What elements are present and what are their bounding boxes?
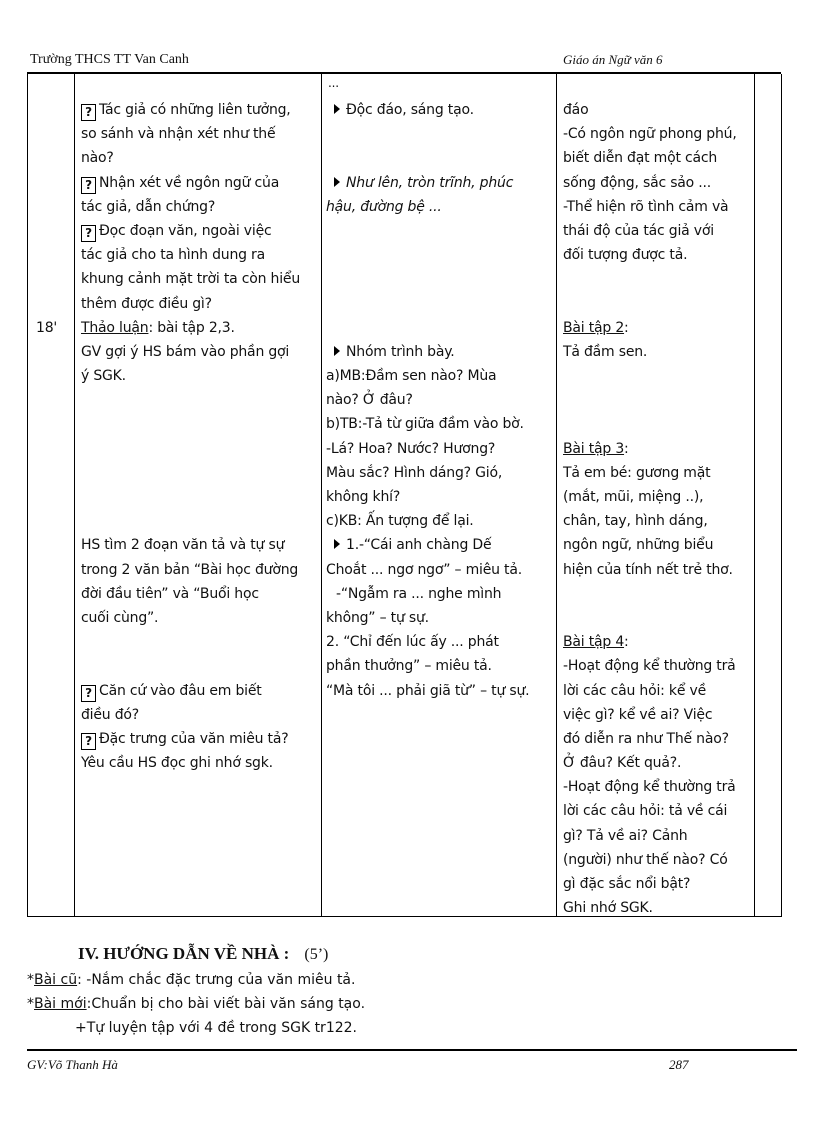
teacher-text: Đọc đoạn văn, ngoài việc [99, 222, 272, 239]
teacher-line [81, 316, 317, 340]
student-text: phần thưởng” – miêu tả. [326, 658, 492, 675]
content-line [563, 679, 753, 703]
arrow-bullet-icon [334, 177, 340, 187]
student-line [326, 437, 554, 461]
arrow-bullet-icon [334, 539, 340, 549]
content-line [563, 485, 753, 509]
teacher-text: Yêu cầu HS đọc ghi nhớ sgk. [81, 755, 273, 772]
table-divider-3 [556, 74, 557, 917]
student-line [326, 316, 554, 340]
content-line [563, 751, 753, 775]
student-text: không” – tự sự. [326, 609, 429, 626]
content-line [563, 558, 753, 582]
homework-time: (5’) [304, 946, 329, 963]
content-line [563, 533, 753, 557]
teacher-text: Tác giả có những liên tưởng, [99, 102, 291, 118]
arrow-bullet-icon [334, 346, 340, 356]
student-line [326, 146, 554, 170]
content-text: lời các câu hỏi: kể về [563, 682, 706, 699]
content-text: : [624, 634, 629, 651]
teacher-line [81, 146, 317, 170]
student-activity-column [326, 98, 554, 703]
content-line [563, 582, 753, 606]
teacher-line [81, 703, 317, 727]
table-divider-4 [754, 74, 755, 917]
content-text: hiện của tính nết trẻ thơ. [563, 561, 733, 578]
content-text: Ghi nhớ SGK. [563, 900, 653, 917]
content-text: đáo [563, 102, 589, 118]
student-text: nào? Ở đâu? [326, 392, 413, 409]
teacher-line [81, 437, 317, 461]
homework-new-lesson: *Bài mới:Chuẩn bị cho bài viết bài văn sáng tạo. [27, 996, 366, 1012]
content-line [563, 799, 753, 823]
student-text: 2. “Chỉ đến lúc ấy ... phát [326, 634, 499, 651]
content-line [563, 630, 753, 654]
student-line [326, 219, 554, 243]
homework-heading [78, 944, 328, 964]
content-line [563, 606, 753, 630]
teacher-line [81, 533, 317, 557]
content-text: (mắt, mũi, miệng ..), [563, 489, 704, 505]
student-text: Như lên, tròn trĩnh, phúc [346, 174, 514, 191]
content-line [563, 824, 753, 848]
header-school: Trường THCS TT Van Canh [30, 52, 189, 67]
header-rule [27, 72, 781, 74]
content-line [563, 219, 753, 243]
student-text: 1.-“Cái anh chàng Dế [346, 537, 492, 554]
content-line [563, 775, 753, 799]
teacher-line [81, 171, 317, 195]
content-line [563, 146, 753, 170]
table-divider-1 [74, 74, 75, 917]
student-text: Nhóm trình bày. [346, 343, 455, 360]
teacher-line [81, 292, 317, 316]
student-line [326, 606, 554, 630]
student-line [326, 412, 554, 436]
teacher-text: trong 2 văn bản “Bài học đường [81, 561, 299, 578]
teacher-line [81, 461, 317, 485]
content-line [563, 872, 753, 896]
table-border-right [781, 74, 782, 917]
content-line [563, 727, 753, 751]
content-text: -Hoạt động kể thường trả [563, 658, 736, 675]
footer-teacher: GV:Võ Thanh Hà [27, 1057, 118, 1072]
student-line [326, 267, 554, 291]
teacher-line [81, 243, 317, 267]
footer-rule [27, 1049, 797, 1051]
teacher-text: cuối cùng”. [81, 609, 159, 626]
teacher-line [81, 582, 317, 606]
student-text: không khí? [326, 489, 401, 505]
teacher-line [81, 485, 317, 509]
content-text: gì? Tả về ai? Cảnh [563, 827, 688, 844]
content-line [563, 412, 753, 436]
activity-time: 18' [36, 320, 58, 336]
question-icon: ? [81, 685, 96, 702]
teacher-line [81, 679, 317, 703]
content-line [563, 195, 753, 219]
teacher-line [81, 509, 317, 533]
teacher-text: tác giả, dẫn chứng? [81, 198, 216, 215]
header-subject: Giáo án Ngữ văn 6 [563, 52, 663, 67]
question-icon: ? [81, 104, 96, 121]
content-line [563, 509, 753, 533]
content-text: ngôn ngữ, những biểu [563, 537, 714, 554]
content-line [563, 316, 753, 340]
content-text: -Có ngôn ngữ phong phú, [563, 126, 737, 143]
teacher-line [81, 195, 317, 219]
content-line [563, 364, 753, 388]
teacher-text: đời đầu tiên” và “Buổi học [81, 585, 259, 602]
content-line [563, 437, 753, 461]
content-line [563, 340, 753, 364]
teacher-line [81, 267, 317, 291]
content-line [563, 703, 753, 727]
teacher-text: điều đó? [81, 706, 139, 723]
homework-extra: +Tự luyện tập với 4 đề trong SGK tr122. [75, 1020, 357, 1036]
student-text: a)MB:Đầm sen nào? Mùa [326, 368, 497, 385]
new-lesson-label: Bài mới [34, 996, 87, 1012]
student-line [326, 340, 554, 364]
teacher-line [81, 388, 317, 412]
question-icon: ? [81, 733, 96, 750]
teacher-line [81, 412, 317, 436]
student-line [326, 485, 554, 509]
teacher-text: GV gợi ý HS bám vào phần gợi [81, 343, 290, 360]
table-divider-2 [321, 74, 322, 917]
teacher-activity-column [81, 98, 317, 775]
table-border-left [27, 74, 28, 917]
content-text: -Thể hiện rõ tình cảm và [563, 198, 729, 215]
teacher-text: Căn cứ vào đâu em biết [99, 682, 262, 699]
underlined-label: Bài tập 4 [563, 634, 625, 651]
content-line [563, 267, 753, 291]
teacher-line [81, 98, 317, 122]
teacher-line [81, 364, 317, 388]
content-line [563, 654, 753, 678]
student-text: -Lá? Hoa? Nước? Hương? [326, 440, 496, 457]
student-text: -“Ngẫm ra ... nghe mình [336, 585, 502, 602]
student-text: Màu sắc? Hình dáng? Gió, [326, 464, 503, 481]
student-text: “Mà tôi ... phải giã từ” – tự sự. [326, 682, 530, 699]
student-text: Choắt ... ngơ ngơ” – miêu tả. [326, 561, 522, 578]
student-line [326, 654, 554, 678]
student-line [326, 558, 554, 582]
content-text: đó diễn ra như Thế nào? [563, 730, 729, 747]
teacher-text: khung cảnh mặt trời ta còn hiểu [81, 271, 300, 288]
content-text: -Hoạt động kể thường trả [563, 779, 736, 796]
arrow-bullet-icon [334, 104, 340, 114]
teacher-text: : bài tập 2,3. [148, 319, 235, 336]
content-line [563, 896, 753, 920]
teacher-text: tác giả cho ta hình dung ra [81, 247, 265, 264]
student-line [326, 292, 554, 316]
underlined-label: Bài tập 2 [563, 319, 625, 336]
content-text: đối tượng được tả. [563, 247, 688, 264]
content-line [563, 848, 753, 872]
content-text: Tả em bé: gương mặt [563, 464, 711, 481]
question-icon: ? [81, 177, 96, 194]
student-line [326, 98, 554, 122]
content-text: Ở đâu? Kết quả?. [563, 755, 682, 772]
teacher-line [81, 751, 317, 775]
teacher-text: ý SGK. [81, 368, 126, 385]
student-line [326, 171, 554, 195]
student-line [326, 679, 554, 703]
old-lesson-text: : -Nắm chắc đặc trưng của văn miêu tả. [77, 972, 356, 988]
content-text: : [624, 319, 629, 336]
teacher-line [81, 606, 317, 630]
content-text: biết diễn đạt một cách [563, 150, 718, 167]
content-line [563, 122, 753, 146]
content-line [563, 171, 753, 195]
student-continuation-mark: ... [328, 76, 339, 90]
content-line [563, 461, 753, 485]
content-text: việc gì? kể về ai? Việc [563, 706, 713, 723]
student-text: hậu, đường bệ ... [326, 198, 442, 215]
student-text: b)TB:-Tả từ giữa đầm vào bờ. [326, 416, 524, 433]
student-text: Độc đáo, sáng tạo. [346, 102, 474, 118]
content-text: lời các câu hỏi: tả về cái [563, 803, 728, 820]
old-lesson-label: Bài cũ [34, 972, 78, 988]
homework-title: IV. HƯỚNG DẪN VỀ NHÀ : [78, 944, 290, 963]
student-text: c)KB: Ấn tượng để lại. [326, 513, 474, 530]
student-line [326, 509, 554, 533]
content-text: Tả đầm sen. [563, 343, 648, 360]
student-line [326, 122, 554, 146]
content-text: gì đặc sắc nổi bật? [563, 876, 691, 892]
teacher-text: thêm được điều gì? [81, 295, 212, 312]
content-text: chân, tay, hình dáng, [563, 513, 708, 530]
content-text: (người) như thế nào? Có [563, 851, 728, 868]
student-line [326, 533, 554, 557]
student-line [326, 582, 554, 606]
student-line [326, 630, 554, 654]
teacher-text: Đặc trưng của văn miêu tả? [99, 730, 289, 747]
teacher-line [81, 727, 317, 751]
homework-old-lesson: *Bài cũ: -Nắm chắc đặc trưng của văn miêu tả. [27, 972, 356, 988]
student-line [326, 243, 554, 267]
teacher-line [81, 219, 317, 243]
teacher-line [81, 654, 317, 678]
question-icon: ? [81, 225, 96, 242]
teacher-line [81, 558, 317, 582]
content-text: sống động, sắc sảo ... [563, 174, 712, 191]
teacher-text: HS tìm 2 đoạn văn tả và tự sự [81, 537, 285, 554]
student-line [326, 388, 554, 412]
new-lesson-text: :Chuẩn bị cho bài viết bài văn sáng tạo. [86, 996, 366, 1012]
teacher-text: Nhận xét về ngôn ngữ của [99, 174, 280, 191]
content-line [563, 243, 753, 267]
student-line [326, 461, 554, 485]
content-line [563, 388, 753, 412]
teacher-line [81, 122, 317, 146]
content-text: thái độ của tác giả với [563, 222, 714, 239]
student-line [326, 195, 554, 219]
lesson-content-column [563, 98, 753, 920]
teacher-text: so sánh và nhận xét như thế [81, 126, 276, 143]
teacher-line [81, 630, 317, 654]
underlined-label: Thảo luận [81, 319, 149, 336]
teacher-text: nào? [81, 150, 114, 167]
teacher-line [81, 340, 317, 364]
content-text: : [624, 440, 629, 457]
content-line [563, 292, 753, 316]
footer-page-number: 287 [669, 1057, 689, 1072]
underlined-label: Bài tập 3 [563, 440, 625, 457]
content-line [563, 98, 753, 122]
student-line [326, 364, 554, 388]
